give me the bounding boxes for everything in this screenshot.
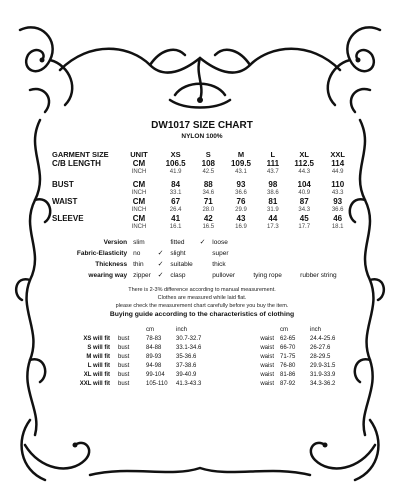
cm-value: 41 xyxy=(171,214,181,223)
unit-inch: INCH xyxy=(131,207,147,213)
guide-bust-inch: 39-40.9 xyxy=(176,372,197,378)
check-icon xyxy=(238,237,250,248)
inch-value: 43.7 xyxy=(266,169,279,175)
measure-label-blank xyxy=(52,206,122,214)
fabric-label: Version xyxy=(103,239,128,246)
check-icon xyxy=(238,270,250,281)
guide-waist-cm: 76-80 xyxy=(280,363,296,369)
guide-waist-label: waist xyxy=(260,381,274,387)
inch-value: 18.1 xyxy=(331,224,344,230)
measurement-notes xyxy=(52,286,352,310)
guide-header-inch: inch xyxy=(176,327,188,333)
inch-value: 17.7 xyxy=(298,224,311,230)
guide-waist-inch: 28-29.5 xyxy=(310,354,331,360)
fabric-option: thick xyxy=(212,261,226,268)
size-table xyxy=(52,150,352,231)
guide-size-name: S will fit xyxy=(87,345,110,351)
cm-value: 93 xyxy=(236,180,246,189)
inch-value: 36.6 xyxy=(235,190,247,196)
note-line: Clothes are measured while laid flat. xyxy=(157,295,247,301)
cm-value: 114 xyxy=(331,159,345,168)
guide-waist-inch: 29.9-31.5 xyxy=(310,363,336,369)
guide-bust-inch: 30.7-32.7 xyxy=(176,336,202,342)
size-row-cm xyxy=(52,159,352,168)
size-row-inch xyxy=(52,223,352,231)
check-icon xyxy=(196,248,210,259)
guide-waist-cm: 66-70 xyxy=(280,345,296,351)
fabric-option: pullover xyxy=(212,272,236,279)
guide-bust-inch: 35-36.6 xyxy=(176,354,197,360)
inch-value: 44.9 xyxy=(331,169,344,175)
guide-row xyxy=(52,380,352,389)
measure-label-blank xyxy=(52,223,122,231)
inch-value: 16.9 xyxy=(235,224,247,230)
fabric-label: Thickness xyxy=(95,261,128,268)
cm-value: 110 xyxy=(331,180,345,189)
unit-cm: CM xyxy=(132,159,146,168)
header-size-l: L xyxy=(270,150,276,159)
inch-value: 43.3 xyxy=(331,190,344,196)
guide-size-name: L will fit xyxy=(87,363,110,369)
cm-value: 45 xyxy=(299,214,309,223)
cm-value: 42 xyxy=(203,214,213,223)
cm-value: 98 xyxy=(268,180,278,189)
fabric-option: loose xyxy=(212,239,228,246)
inch-value: 26.4 xyxy=(169,207,182,213)
fabric-option: rubber string xyxy=(300,272,337,279)
size-row-inch xyxy=(52,206,352,214)
fabric-option: no xyxy=(133,250,141,257)
fabric-option: tying rope xyxy=(253,272,282,279)
guide-row xyxy=(52,353,352,362)
guide-waist-label: waist xyxy=(260,354,274,360)
cm-value: 76 xyxy=(236,197,246,206)
check-icon: ✓ xyxy=(199,239,206,246)
cm-value: 93 xyxy=(333,197,343,206)
fabric-properties xyxy=(52,237,352,281)
unit-inch: INCH xyxy=(131,224,147,230)
check-icon xyxy=(238,259,250,270)
check-icon: ✓ xyxy=(157,250,164,257)
fabric-option: clasp xyxy=(170,272,186,279)
guide-waist-label: waist xyxy=(260,372,274,378)
size-row-cm xyxy=(52,180,352,189)
fabric-option: zipper xyxy=(133,272,151,279)
measure-label-blank xyxy=(52,189,122,197)
guide-header-cm: cm xyxy=(146,327,154,333)
guide-header-cm2: cm xyxy=(280,327,288,333)
cm-value: 88 xyxy=(203,180,213,189)
guide-size-name: M will fit xyxy=(86,354,110,360)
guide-bust-label: bust xyxy=(118,381,130,387)
inch-value: 33.1 xyxy=(169,190,182,196)
unit-inch: INCH xyxy=(131,190,147,196)
cm-value: 81 xyxy=(268,197,278,206)
guide-size-name: XL will fit xyxy=(83,372,110,378)
fabric-option: slight xyxy=(170,250,186,257)
inch-value: 41.9 xyxy=(169,169,182,175)
inch-value: 31.9 xyxy=(266,207,279,213)
header-size-xxl: XXL xyxy=(330,150,345,159)
guide-waist-cm: 81-86 xyxy=(280,372,296,378)
measure-label: C/B LENGTH xyxy=(52,159,101,168)
guide-bust-inch: 37-38.6 xyxy=(176,363,197,369)
guide-row xyxy=(52,344,352,353)
unit-inch: INCH xyxy=(131,169,147,175)
guide-bust-label: bust xyxy=(118,345,130,351)
guide-bust-label: bust xyxy=(118,354,130,360)
unit-cm: CM xyxy=(132,180,146,189)
buying-guide-title: Buying guide according to the characteristics of clothing xyxy=(109,311,295,318)
guide-row xyxy=(52,335,352,344)
header-size-s: S xyxy=(205,150,211,159)
header-size-m: M xyxy=(237,150,245,159)
page-title: DW1017 SIZE CHART xyxy=(151,120,253,131)
guide-header-inch2: inch xyxy=(310,327,322,333)
cm-value: 111 xyxy=(266,159,280,168)
fabric-row xyxy=(52,248,352,259)
cm-value: 106.5 xyxy=(165,159,186,168)
guide-row xyxy=(52,371,352,380)
size-row-inch xyxy=(52,189,352,197)
guide-bust-label: bust xyxy=(118,363,130,369)
inch-value: 40.9 xyxy=(298,190,311,196)
guide-bust-cm: 84-88 xyxy=(146,345,162,351)
inch-value: 36.6 xyxy=(331,207,344,213)
fabric-label: wearing way xyxy=(88,272,128,279)
unit-cm: CM xyxy=(132,214,146,223)
fabric-option: thin xyxy=(133,261,144,268)
inch-value: 44.3 xyxy=(298,169,311,175)
header-garment-size: GARMENT SIZE xyxy=(52,150,109,159)
guide-size-name: XS will fit xyxy=(83,336,110,342)
inch-value: 42.5 xyxy=(202,169,215,175)
guide-waist-inch: 26-27.6 xyxy=(310,345,331,351)
fabric-row xyxy=(52,270,352,281)
cm-value: 43 xyxy=(236,214,246,223)
guide-bust-label: bust xyxy=(118,372,130,378)
inch-value: 43.1 xyxy=(235,169,247,175)
guide-waist-cm: 62-65 xyxy=(280,336,296,342)
inch-value: 17.3 xyxy=(266,224,279,230)
header-size-xl: XL xyxy=(299,150,310,159)
inch-value: 16.1 xyxy=(169,224,182,230)
inch-value: 29.9 xyxy=(235,207,247,213)
guide-waist-label: waist xyxy=(260,345,274,351)
cm-value: 108 xyxy=(201,159,215,168)
note-line: please check the measurement chart carefully before you buy the item. xyxy=(115,303,289,309)
guide-row xyxy=(52,362,352,371)
inch-value: 28.0 xyxy=(202,207,215,213)
cm-value: 71 xyxy=(203,197,213,206)
check-icon xyxy=(285,270,297,281)
measure-label: WAIST xyxy=(52,197,78,206)
measure-label: BUST xyxy=(52,180,74,189)
guide-bust-cm: 105-110 xyxy=(146,381,168,387)
header-size-xs: XS xyxy=(170,150,181,159)
inch-value: 16.5 xyxy=(202,224,215,230)
cm-value: 44 xyxy=(268,214,278,223)
check-icon xyxy=(196,259,210,270)
fabric-label: Fabric-Elasticity xyxy=(76,250,128,257)
inch-value: 38.6 xyxy=(266,190,279,196)
guide-size-name: XXL will fit xyxy=(79,381,110,387)
guide-bust-cm: 78-83 xyxy=(146,336,162,342)
check-icon xyxy=(340,270,352,281)
fabric-row xyxy=(52,237,352,248)
header-unit: UNIT xyxy=(130,150,148,159)
guide-bust-cm: 89-93 xyxy=(146,354,162,360)
guide-bust-inch: 41.3-43.3 xyxy=(176,381,202,387)
size-row-cm xyxy=(52,197,352,206)
fabric-option: fitted xyxy=(170,239,185,246)
guide-waist-label: waist xyxy=(260,336,274,342)
cm-value: 87 xyxy=(299,197,309,206)
measure-label-blank xyxy=(52,168,122,176)
guide-waist-inch: 34.3-36.2 xyxy=(310,381,336,387)
cm-value: 67 xyxy=(171,197,181,206)
fabric-option: slim xyxy=(133,239,145,246)
guide-waist-cm: 87-92 xyxy=(280,381,296,387)
size-row-cm xyxy=(52,214,352,223)
unit-cm: CM xyxy=(132,197,146,206)
guide-waist-inch: 24.4-25.6 xyxy=(310,336,336,342)
guide-bust-cm: 94-98 xyxy=(146,363,162,369)
fabric-option: suitable xyxy=(170,261,193,268)
cm-value: 104 xyxy=(297,180,311,189)
cm-value: 84 xyxy=(171,180,181,189)
measure-label: SLEEVE xyxy=(52,214,84,223)
guide-waist-inch: 31.9-33.9 xyxy=(310,372,336,378)
material-label: NYLON 100% xyxy=(181,133,223,140)
guide-bust-cm: 99-104 xyxy=(146,372,165,378)
check-icon xyxy=(196,270,210,281)
guide-waist-label: waist xyxy=(260,363,274,369)
check-icon: ✓ xyxy=(157,261,164,268)
buying-guide-table xyxy=(52,326,352,389)
check-icon xyxy=(154,237,168,248)
buying-guide-header xyxy=(52,326,352,335)
cm-value: 46 xyxy=(333,214,343,223)
size-table-header xyxy=(52,150,352,159)
guide-bust-label: bust xyxy=(118,336,130,342)
cm-value: 112.5 xyxy=(294,159,314,168)
check-icon xyxy=(238,248,250,259)
fabric-row xyxy=(52,259,352,270)
size-row-inch xyxy=(52,168,352,176)
note-line: There is 2-3% difference according to manual measurement. xyxy=(128,287,276,293)
check-icon: ✓ xyxy=(157,272,164,279)
guide-waist-cm: 71-75 xyxy=(280,354,296,360)
fabric-option: super xyxy=(212,250,229,257)
cm-value: 109.5 xyxy=(230,159,252,168)
guide-bust-inch: 33.1-34.6 xyxy=(176,345,202,351)
inch-value: 34.3 xyxy=(298,207,311,213)
inch-value: 34.6 xyxy=(202,190,215,196)
